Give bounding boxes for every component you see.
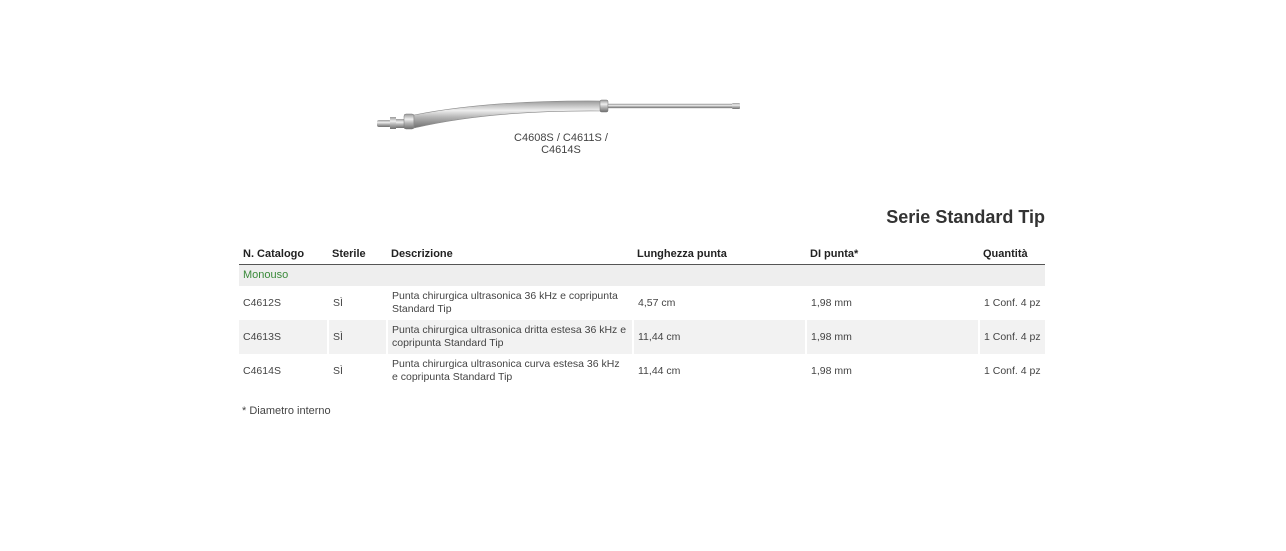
cell-sterile: SÌ xyxy=(328,320,387,354)
header-length: Lunghezza punta xyxy=(633,244,806,265)
cell-description: Punta chirurgica ultrasonica curva estesa 36 kHz e copripunta Standard Tip xyxy=(387,354,633,388)
cell-length: 11,44 cm xyxy=(633,354,806,388)
cell-length: 4,57 cm xyxy=(633,286,806,320)
header-description: Descrizione xyxy=(387,244,633,265)
table-row xyxy=(239,286,1045,320)
header-sterile: Sterile xyxy=(328,244,387,265)
ultrasonic-tip-icon xyxy=(370,90,750,135)
table-header-row xyxy=(239,244,1045,265)
cell-catalog: C4613S xyxy=(239,320,328,354)
cell-diameter: 1,98 mm xyxy=(806,354,979,388)
cell-description: Punta chirurgica ultrasonica dritta estesa 36 kHz e copripunta Standard Tip xyxy=(387,320,633,354)
figure-caption: C4608S / C4611S / C4614S xyxy=(514,132,608,156)
cell-sterile: SÌ xyxy=(328,286,387,320)
cell-sterile: SÌ xyxy=(328,354,387,388)
section-title: Serie Standard Tip xyxy=(886,207,1045,227)
header-quantity: Quantità xyxy=(979,244,1045,265)
cell-quantity: 1 Conf. 4 pz xyxy=(979,354,1045,388)
cell-description: Punta chirurgica ultrasonica 36 kHz e copripunta Standard Tip xyxy=(387,286,633,320)
footnote: * Diametro interno xyxy=(242,405,331,417)
cell-quantity: 1 Conf. 4 pz xyxy=(979,320,1045,354)
cell-length: 11,44 cm xyxy=(633,320,806,354)
cell-diameter: 1,98 mm xyxy=(806,286,979,320)
group-label: Monouso xyxy=(239,265,1045,287)
cell-catalog: C4614S xyxy=(243,364,281,377)
products-table xyxy=(239,244,1045,388)
group-row xyxy=(239,265,1045,287)
cell-catalog: C4612S xyxy=(243,296,281,309)
product-figure xyxy=(370,90,750,160)
header-catalog: N. Catalogo xyxy=(239,244,328,265)
table-row xyxy=(239,354,1045,388)
cell-quantity: 1 Conf. 4 pz xyxy=(979,286,1045,320)
header-diameter: DI punta* xyxy=(806,244,979,265)
cell-diameter: 1,98 mm xyxy=(806,320,979,354)
table-row xyxy=(239,320,1045,354)
